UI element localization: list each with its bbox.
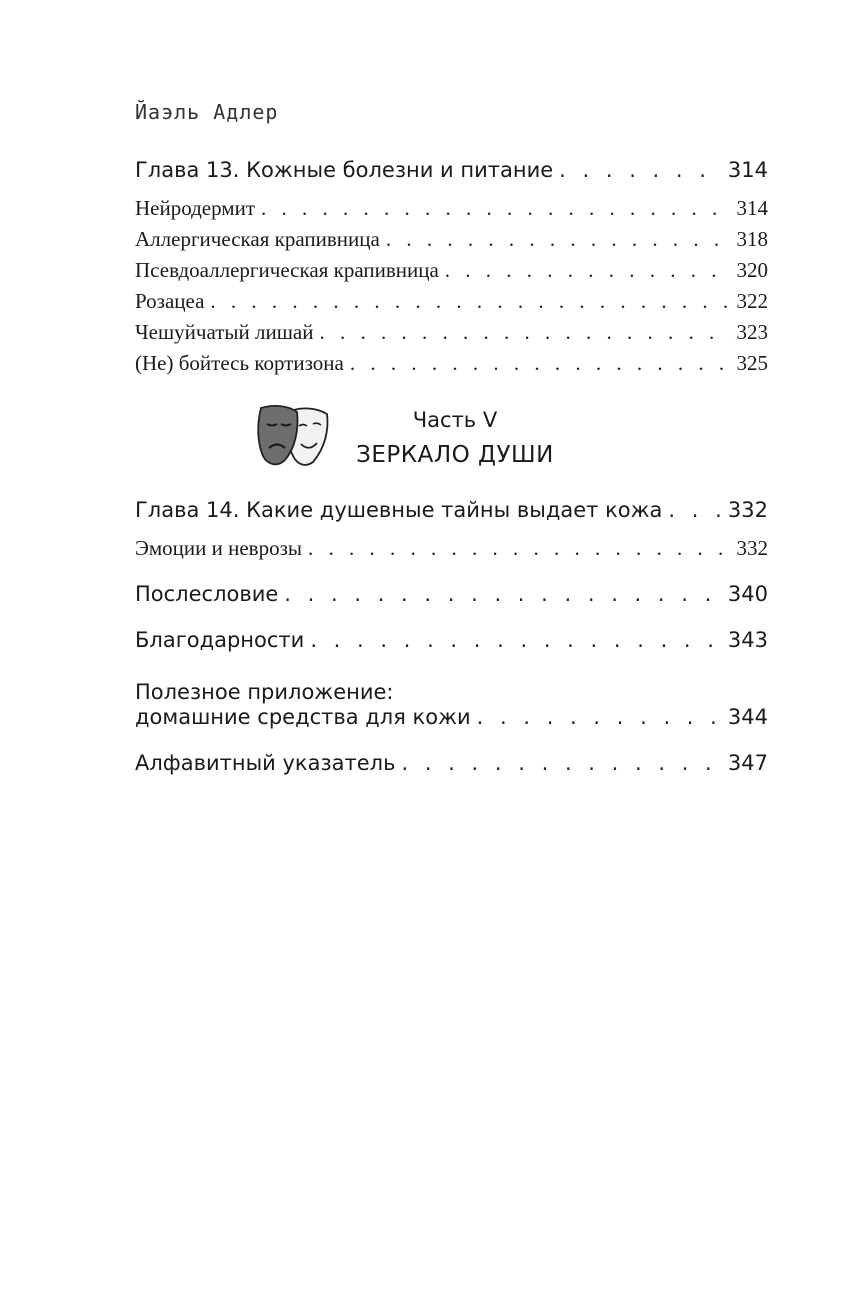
- dot-leader: [559, 158, 722, 182]
- toc-entry-page: 323: [736, 320, 768, 344]
- dot-leader: [310, 628, 722, 652]
- toc-entry-title: Послесловие: [135, 582, 279, 606]
- dot-leader: [350, 351, 731, 376]
- toc-entry-section[interactable]: [135, 289, 768, 314]
- toc-entry-title: Аллергическая крапивница: [135, 227, 380, 251]
- toc-entry-title: (Не) бойтесь кортизона: [135, 351, 344, 375]
- part-title: ЗЕРКАЛО ДУШИ: [356, 442, 554, 468]
- toc-entry-index[interactable]: [135, 751, 768, 775]
- toc-entry-section[interactable]: [135, 320, 768, 345]
- toc-entry-page: 314: [727, 158, 768, 182]
- toc-entry-page: 332: [727, 498, 768, 522]
- dot-leader: [319, 320, 730, 345]
- toc-entry-title: Псевдоаллергическая крапивница: [135, 258, 439, 282]
- toc-entry-page: 314: [736, 196, 768, 220]
- dot-leader: [386, 227, 731, 252]
- toc-entry-page: 344: [727, 705, 768, 729]
- part-label: Часть V: [412, 408, 498, 432]
- running-header-author: Йаэль Адлер: [135, 100, 279, 124]
- dot-leader: [210, 289, 730, 314]
- toc-entry-page: 340: [727, 582, 768, 606]
- dot-leader: [477, 705, 722, 729]
- toc-entry-page: 343: [727, 628, 768, 652]
- theater-masks-icon: [255, 402, 333, 472]
- toc-entry-section[interactable]: [135, 258, 768, 283]
- toc-entry-title: Глава 13. Кожные болезни и питание: [135, 158, 554, 182]
- toc-entry-appendix[interactable]: [135, 705, 768, 729]
- toc-entry-title: Розацеа: [135, 289, 205, 313]
- toc-entry-afterword[interactable]: [135, 582, 768, 606]
- toc-entry-title: Нейродермит: [135, 196, 256, 220]
- toc-entry-title: Чешуйчатый лишай: [135, 320, 314, 344]
- toc-entry-page: 332: [736, 536, 768, 560]
- toc-entry-title: домашние средства для кожи: [135, 705, 471, 729]
- toc-entry-chapter-13[interactable]: [135, 158, 768, 182]
- toc-entry-page: 347: [727, 751, 768, 775]
- toc-entry-appendix-line1: Полезное приложение:: [135, 680, 394, 704]
- toc-entry-title: Алфавитный указатель: [135, 751, 396, 775]
- dot-leader: [308, 536, 731, 561]
- dot-leader: [668, 498, 722, 522]
- dot-leader: [445, 258, 731, 283]
- dot-leader: [261, 196, 730, 221]
- dot-leader: [284, 582, 722, 606]
- toc-entry-page: 325: [736, 351, 768, 375]
- toc-entry-title: Эмоции и неврозы: [135, 536, 302, 560]
- toc-entry-page: 318: [736, 227, 768, 251]
- toc-entry-section[interactable]: [135, 536, 768, 561]
- part-heading: [255, 402, 555, 474]
- toc-entry-chapter-14[interactable]: [135, 498, 768, 522]
- toc-entry-section[interactable]: [135, 351, 768, 376]
- toc-entry-title: Благодарности: [135, 628, 305, 652]
- toc-entry-page: 322: [736, 289, 768, 313]
- toc-entry-section[interactable]: [135, 227, 768, 252]
- toc-entry-page: 320: [736, 258, 768, 282]
- dot-leader: [401, 751, 721, 775]
- toc-entry-title: Глава 14. Какие душевные тайны выдает кожа: [135, 498, 663, 522]
- toc-entry-section[interactable]: [135, 196, 768, 221]
- toc-entry-thanks[interactable]: [135, 628, 768, 652]
